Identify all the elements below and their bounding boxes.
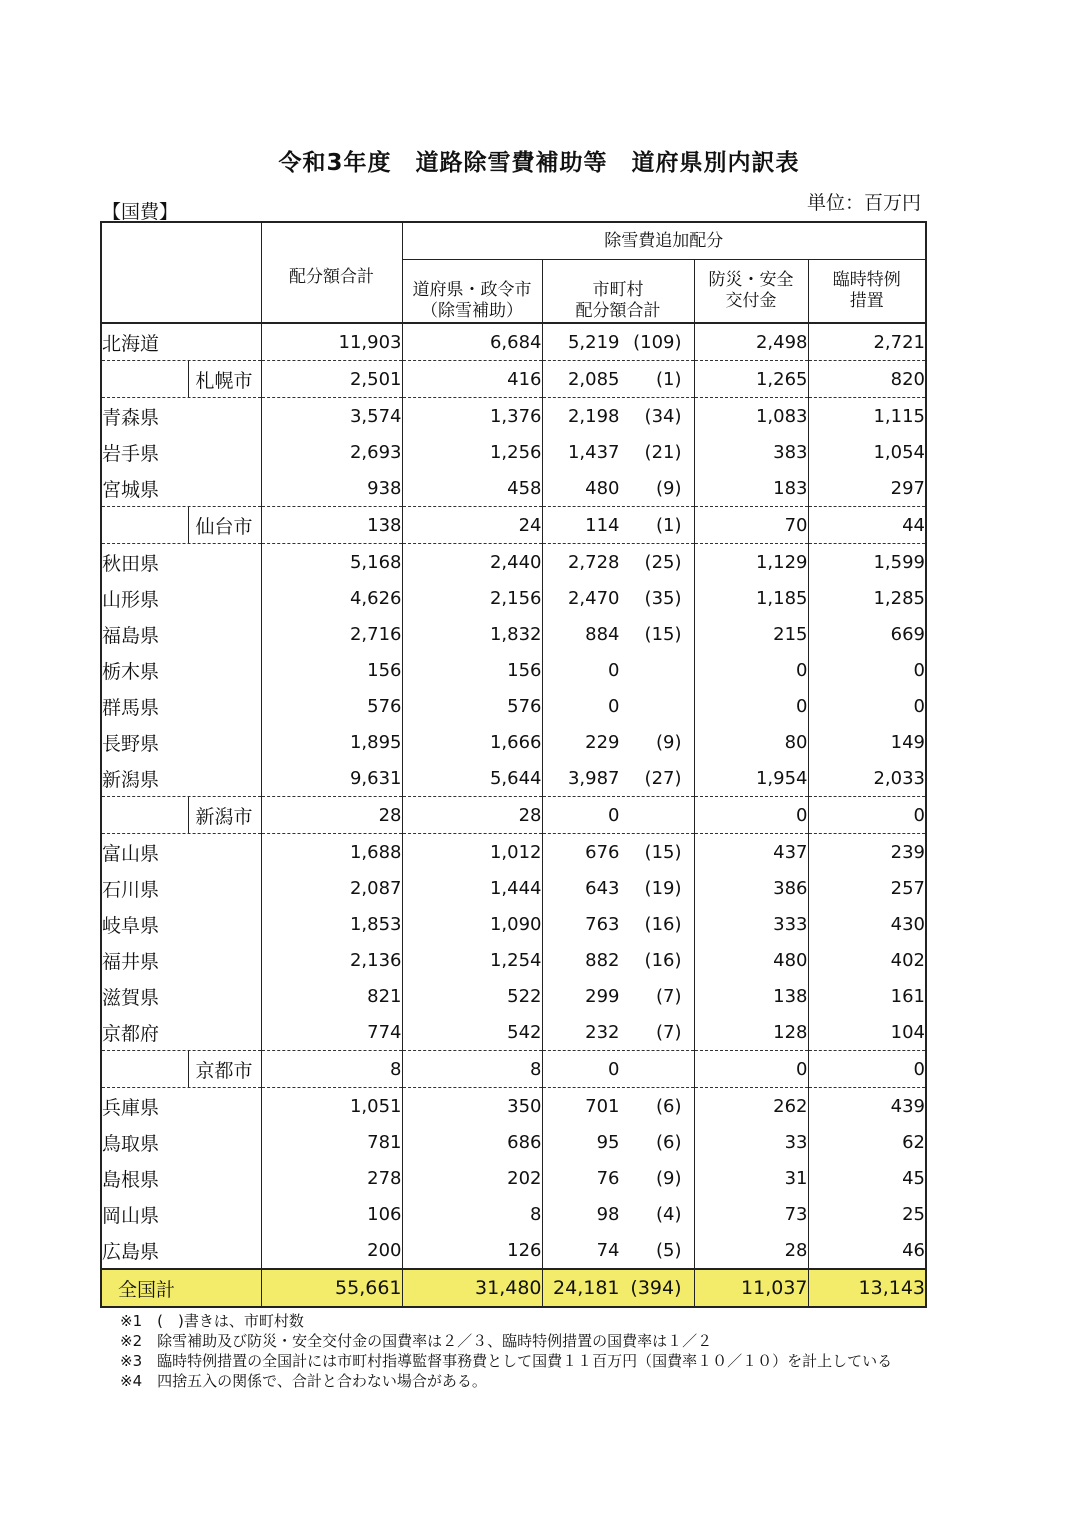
muni-amount: 0: [608, 1058, 620, 1080]
rinji-amount: 1,115: [808, 398, 926, 435]
muni-amount: 2,085: [567, 368, 620, 390]
prefecture-row: [101, 616, 926, 652]
bousai-amount: 215: [694, 616, 808, 652]
pref-amount: 2,440: [402, 544, 542, 581]
muni-count: (109): [633, 331, 682, 353]
pref-amount: 522: [402, 978, 542, 1014]
footnote: ※1 ( )書きは、市町村数: [120, 1312, 304, 1330]
muni-count: (16): [644, 949, 682, 971]
total-name: 全国計: [101, 1269, 261, 1307]
muni-count: (25): [644, 551, 682, 573]
prefecture-name: 青森県: [101, 398, 261, 435]
rinji-amount: 669: [808, 616, 926, 652]
allocation-table: [100, 221, 927, 1308]
total-amount: 2,716: [261, 616, 402, 652]
prefecture-name: 群馬県: [101, 688, 261, 724]
prefecture-name: 福島県: [101, 616, 261, 652]
prefecture-row: [101, 1124, 926, 1160]
muni-amount: 229: [585, 731, 620, 753]
rinji-amount: 1,054: [808, 434, 926, 470]
bousai-amount: 138: [694, 978, 808, 1014]
table-body: [101, 323, 926, 1307]
muni-amount: 5,219: [567, 331, 620, 353]
bousai-amount: 128: [694, 1014, 808, 1051]
prefecture-row: [101, 724, 926, 760]
pref-amount: 1,254: [402, 942, 542, 978]
rinji-amount: 430: [808, 906, 926, 942]
total-amount: 2,087: [261, 870, 402, 906]
bousai-amount: 1,265: [694, 361, 808, 398]
bousai-amount: 386: [694, 870, 808, 906]
bousai-amount: 2,498: [694, 323, 808, 361]
muni-cell: [542, 398, 694, 435]
total-amount: 2,501: [261, 361, 402, 398]
muni-count: (15): [644, 841, 682, 863]
muni-cell: [542, 1014, 694, 1051]
muni-count: (34): [644, 405, 682, 427]
muni-count: (5): [656, 1239, 682, 1261]
muni-cell: [542, 323, 694, 361]
total-amount: 28: [261, 797, 402, 834]
muni-cell: [542, 978, 694, 1014]
muni-cell: [542, 434, 694, 470]
muni-count: (19): [644, 877, 682, 899]
muni-amount: 299: [585, 985, 620, 1007]
pref-amount: 5,644: [402, 760, 542, 797]
prefecture-row: [101, 652, 926, 688]
bousai-amount: 262: [694, 1088, 808, 1125]
rinji-amount: 0: [808, 797, 926, 834]
total-amount: 938: [261, 470, 402, 507]
muni-amount: 2,728: [567, 551, 620, 573]
muni-amount: 114: [585, 514, 620, 536]
muni-cell: [542, 834, 694, 871]
rinji-amount: 25: [808, 1196, 926, 1232]
prefecture-name: 岐阜県: [101, 906, 261, 942]
bousai-amount: 0: [694, 688, 808, 724]
prefecture-name: 岩手県: [101, 434, 261, 470]
muni-amount: 232: [585, 1021, 620, 1043]
muni-count: (21): [644, 441, 682, 463]
rinji-amount: 297: [808, 470, 926, 507]
muni-amount: 0: [608, 695, 620, 717]
header-name-blank: [101, 222, 261, 323]
bousai-amount: 0: [694, 1051, 808, 1088]
pref-amount: 1,832: [402, 616, 542, 652]
bousai-amount: 1,954: [694, 760, 808, 797]
muni-amount: 0: [608, 804, 620, 826]
muni-cell: [542, 507, 694, 544]
total-amount: 5,168: [261, 544, 402, 581]
footnote: ※3 臨時特例措置の全国計には市町村指導監督事務費として国費１１百万円（国費率１０／１０）を計上している: [120, 1352, 893, 1370]
muni-amount: 95: [596, 1131, 620, 1153]
rinji-amount: 161: [808, 978, 926, 1014]
total-amount: 3,574: [261, 398, 402, 435]
city-name: 仙台市: [188, 507, 260, 543]
pref-amount: 8: [402, 1196, 542, 1232]
prefecture-row: [101, 1014, 926, 1051]
muni-cell: [542, 544, 694, 581]
muni-count: (6): [656, 1095, 682, 1117]
muni-amount: 480: [585, 477, 620, 499]
rinji-amount: 820: [808, 361, 926, 398]
document-title: 令和3年度 道路除雪費補助等 道府県別内訳表: [278, 150, 800, 176]
prefecture-name: 岡山県: [101, 1196, 261, 1232]
pref-amount: 542: [402, 1014, 542, 1051]
prefecture-row: [101, 398, 926, 435]
city-name: 京都市: [188, 1051, 260, 1087]
prefecture-name: 広島県: [101, 1232, 261, 1269]
header-total: 配分額合計: [261, 222, 402, 323]
city-row: [101, 507, 926, 544]
pref-amount: 202: [402, 1160, 542, 1196]
bousai-amount: 0: [694, 797, 808, 834]
muni-amount: 2,198: [567, 405, 620, 427]
muni-cell: [542, 1160, 694, 1196]
total-amount: 11,903: [261, 323, 402, 361]
muni-amount: 1,437: [567, 441, 620, 463]
muni-count: [620, 1059, 682, 1080]
total-row: [101, 1269, 926, 1307]
total-amount: 9,631: [261, 760, 402, 797]
prefecture-row: [101, 1232, 926, 1269]
total-amount: 781: [261, 1124, 402, 1160]
muni-amount: 2,470: [567, 587, 620, 609]
prefecture-name: 福井県: [101, 942, 261, 978]
muni-amount: 643: [585, 877, 620, 899]
muni-cell: [542, 724, 694, 760]
prefecture-name: 京都府: [101, 1014, 261, 1051]
unit-label: 単位：百万円: [806, 192, 921, 214]
rinji-amount: 239: [808, 834, 926, 871]
muni-cell: [542, 1196, 694, 1232]
prefecture-row: [101, 688, 926, 724]
prefecture-name: 兵庫県: [101, 1088, 261, 1125]
muni-cell: [542, 688, 694, 724]
muni-amount: 24,181: [553, 1277, 620, 1299]
total-amount: 821: [261, 978, 402, 1014]
muni-count: [620, 805, 682, 826]
rinji-amount: 13,143: [808, 1269, 926, 1307]
muni-amount: 676: [585, 841, 620, 863]
pref-amount: 416: [402, 361, 542, 398]
prefecture-row: [101, 760, 926, 797]
rinji-amount: 1,285: [808, 580, 926, 616]
footnotes: [120, 1311, 892, 1391]
muni-count: (16): [644, 913, 682, 935]
rinji-amount: 44: [808, 507, 926, 544]
total-amount: 200: [261, 1232, 402, 1269]
total-amount: 8: [261, 1051, 402, 1088]
pref-amount: 156: [402, 652, 542, 688]
bousai-amount: 70: [694, 507, 808, 544]
prefecture-row: [101, 580, 926, 616]
rinji-amount: 2,721: [808, 323, 926, 361]
total-amount: 278: [261, 1160, 402, 1196]
muni-count: (6): [656, 1131, 682, 1153]
rinji-amount: 439: [808, 1088, 926, 1125]
pref-amount: 458: [402, 470, 542, 507]
prefecture-row: [101, 870, 926, 906]
total-amount: 2,136: [261, 942, 402, 978]
muni-cell: [542, 361, 694, 398]
rinji-amount: 2,033: [808, 760, 926, 797]
pref-amount: 28: [402, 797, 542, 834]
total-amount: 156: [261, 652, 402, 688]
muni-cell: [542, 580, 694, 616]
total-amount: 2,693: [261, 434, 402, 470]
bousai-amount: 333: [694, 906, 808, 942]
muni-cell: [542, 1232, 694, 1269]
prefecture-row: [101, 978, 926, 1014]
muni-cell: [542, 906, 694, 942]
muni-cell: [542, 1051, 694, 1088]
muni-count: [620, 696, 682, 717]
total-amount: 106: [261, 1196, 402, 1232]
pref-amount: 686: [402, 1124, 542, 1160]
muni-cell: [542, 616, 694, 652]
prefecture-row: [101, 434, 926, 470]
prefecture-name: 長野県: [101, 724, 261, 760]
total-amount: 1,051: [261, 1088, 402, 1125]
bousai-amount: 80: [694, 724, 808, 760]
city-row: [101, 361, 926, 398]
city-name: 新潟市: [188, 797, 260, 833]
pref-amount: 1,256: [402, 434, 542, 470]
muni-amount: 882: [585, 949, 620, 971]
muni-cell: [542, 760, 694, 797]
muni-amount: 0: [608, 659, 620, 681]
footnote: ※4 四捨五入の関係で、合計と合わない場合がある。: [120, 1372, 487, 1390]
prefecture-row: [101, 834, 926, 871]
bousai-amount: 11,037: [694, 1269, 808, 1307]
rinji-amount: 0: [808, 652, 926, 688]
muni-count: (35): [644, 587, 682, 609]
bousai-amount: 1,129: [694, 544, 808, 581]
rinji-amount: 0: [808, 688, 926, 724]
city-name: 札幌市: [188, 361, 260, 397]
pref-amount: 350: [402, 1088, 542, 1125]
bousai-amount: 1,083: [694, 398, 808, 435]
muni-amount: 884: [585, 623, 620, 645]
muni-amount: 763: [585, 913, 620, 935]
muni-count: (394): [630, 1277, 682, 1299]
prefecture-name: 山形県: [101, 580, 261, 616]
bousai-amount: 1,185: [694, 580, 808, 616]
row-name-cell: [101, 507, 261, 544]
pref-amount: 126: [402, 1232, 542, 1269]
pref-amount: 1,012: [402, 834, 542, 871]
muni-amount: 701: [585, 1095, 620, 1117]
header-muni-col: 市町村 配分額合計: [542, 260, 694, 324]
pref-amount: 31,480: [402, 1269, 542, 1307]
total-amount: 1,853: [261, 906, 402, 942]
pref-amount: 1,090: [402, 906, 542, 942]
rinji-amount: 149: [808, 724, 926, 760]
prefecture-name: 新潟県: [101, 760, 261, 797]
rinji-amount: 0: [808, 1051, 926, 1088]
muni-amount: 98: [596, 1203, 620, 1225]
bousai-amount: 31: [694, 1160, 808, 1196]
total-amount: 576: [261, 688, 402, 724]
prefecture-row: [101, 470, 926, 507]
muni-cell: [542, 1124, 694, 1160]
total-amount: 138: [261, 507, 402, 544]
prefecture-name: 島根県: [101, 1160, 261, 1196]
muni-amount: 3,987: [567, 767, 620, 789]
rinji-amount: 46: [808, 1232, 926, 1269]
row-name-cell: [101, 1051, 261, 1088]
prefecture-name: 鳥取県: [101, 1124, 261, 1160]
muni-cell: [542, 1269, 694, 1307]
muni-count: (27): [644, 767, 682, 789]
bousai-amount: 183: [694, 470, 808, 507]
muni-count: (9): [656, 731, 682, 753]
prefecture-name: 秋田県: [101, 544, 261, 581]
muni-cell: [542, 942, 694, 978]
city-row: [101, 797, 926, 834]
bousai-amount: 437: [694, 834, 808, 871]
prefecture-name: 宮城県: [101, 470, 261, 507]
pref-amount: 576: [402, 688, 542, 724]
bousai-amount: 0: [694, 652, 808, 688]
muni-count: (1): [656, 368, 682, 390]
total-amount: 4,626: [261, 580, 402, 616]
pref-amount: 1,444: [402, 870, 542, 906]
pref-amount: 8: [402, 1051, 542, 1088]
pref-amount: 24: [402, 507, 542, 544]
bousai-amount: 28: [694, 1232, 808, 1269]
prefecture-row: [101, 1088, 926, 1125]
prefecture-name: 滋賀県: [101, 978, 261, 1014]
pref-amount: 2,156: [402, 580, 542, 616]
rinji-amount: 62: [808, 1124, 926, 1160]
muni-cell: [542, 870, 694, 906]
prefecture-name: 栃木県: [101, 652, 261, 688]
header-bousai-col: 防災・安全 交付金: [694, 260, 808, 324]
category-label: 【国費】: [102, 201, 179, 223]
muni-cell: [542, 652, 694, 688]
row-name-cell: [101, 361, 261, 398]
muni-count: (1): [656, 514, 682, 536]
footnote: ※2 除雪補助及び防災・安全交付金の国費率は２／３、臨時特例措置の国費率は１／２: [120, 1332, 713, 1350]
muni-cell: [542, 797, 694, 834]
prefecture-name: 石川県: [101, 870, 261, 906]
prefecture-name: 富山県: [101, 834, 261, 871]
muni-amount: 76: [596, 1167, 620, 1189]
prefecture-row: [101, 906, 926, 942]
bousai-amount: 33: [694, 1124, 808, 1160]
rinji-amount: 104: [808, 1014, 926, 1051]
muni-amount: 74: [596, 1239, 620, 1261]
muni-cell: [542, 1088, 694, 1125]
bousai-amount: 480: [694, 942, 808, 978]
header-group: 除雪費追加配分: [402, 222, 926, 260]
city-row: [101, 1051, 926, 1088]
rinji-amount: 402: [808, 942, 926, 978]
muni-cell: [542, 470, 694, 507]
bousai-amount: 73: [694, 1196, 808, 1232]
muni-count: (9): [656, 1167, 682, 1189]
pref-amount: 6,684: [402, 323, 542, 361]
muni-count: (4): [656, 1203, 682, 1225]
prefecture-row: [101, 323, 926, 361]
rinji-amount: 45: [808, 1160, 926, 1196]
prefecture-row: [101, 942, 926, 978]
muni-count: (7): [656, 1021, 682, 1043]
header-pref-col: 道府県・政令市 （除雪補助）: [402, 260, 542, 324]
total-amount: 1,688: [261, 834, 402, 871]
muni-count: (7): [656, 985, 682, 1007]
prefecture-name: 北海道: [101, 323, 261, 361]
muni-count: (9): [656, 477, 682, 499]
prefecture-row: [101, 1196, 926, 1232]
prefecture-row: [101, 1160, 926, 1196]
pref-amount: 1,376: [402, 398, 542, 435]
row-name-cell: [101, 797, 261, 834]
muni-count: (15): [644, 623, 682, 645]
rinji-amount: 257: [808, 870, 926, 906]
total-amount: 55,661: [261, 1269, 402, 1307]
pref-amount: 1,666: [402, 724, 542, 760]
muni-count: [620, 660, 682, 681]
rinji-amount: 1,599: [808, 544, 926, 581]
total-amount: 1,895: [261, 724, 402, 760]
prefecture-row: [101, 544, 926, 581]
bousai-amount: 383: [694, 434, 808, 470]
total-amount: 774: [261, 1014, 402, 1051]
header-rinji-col: 臨時特例 措置: [808, 260, 926, 324]
